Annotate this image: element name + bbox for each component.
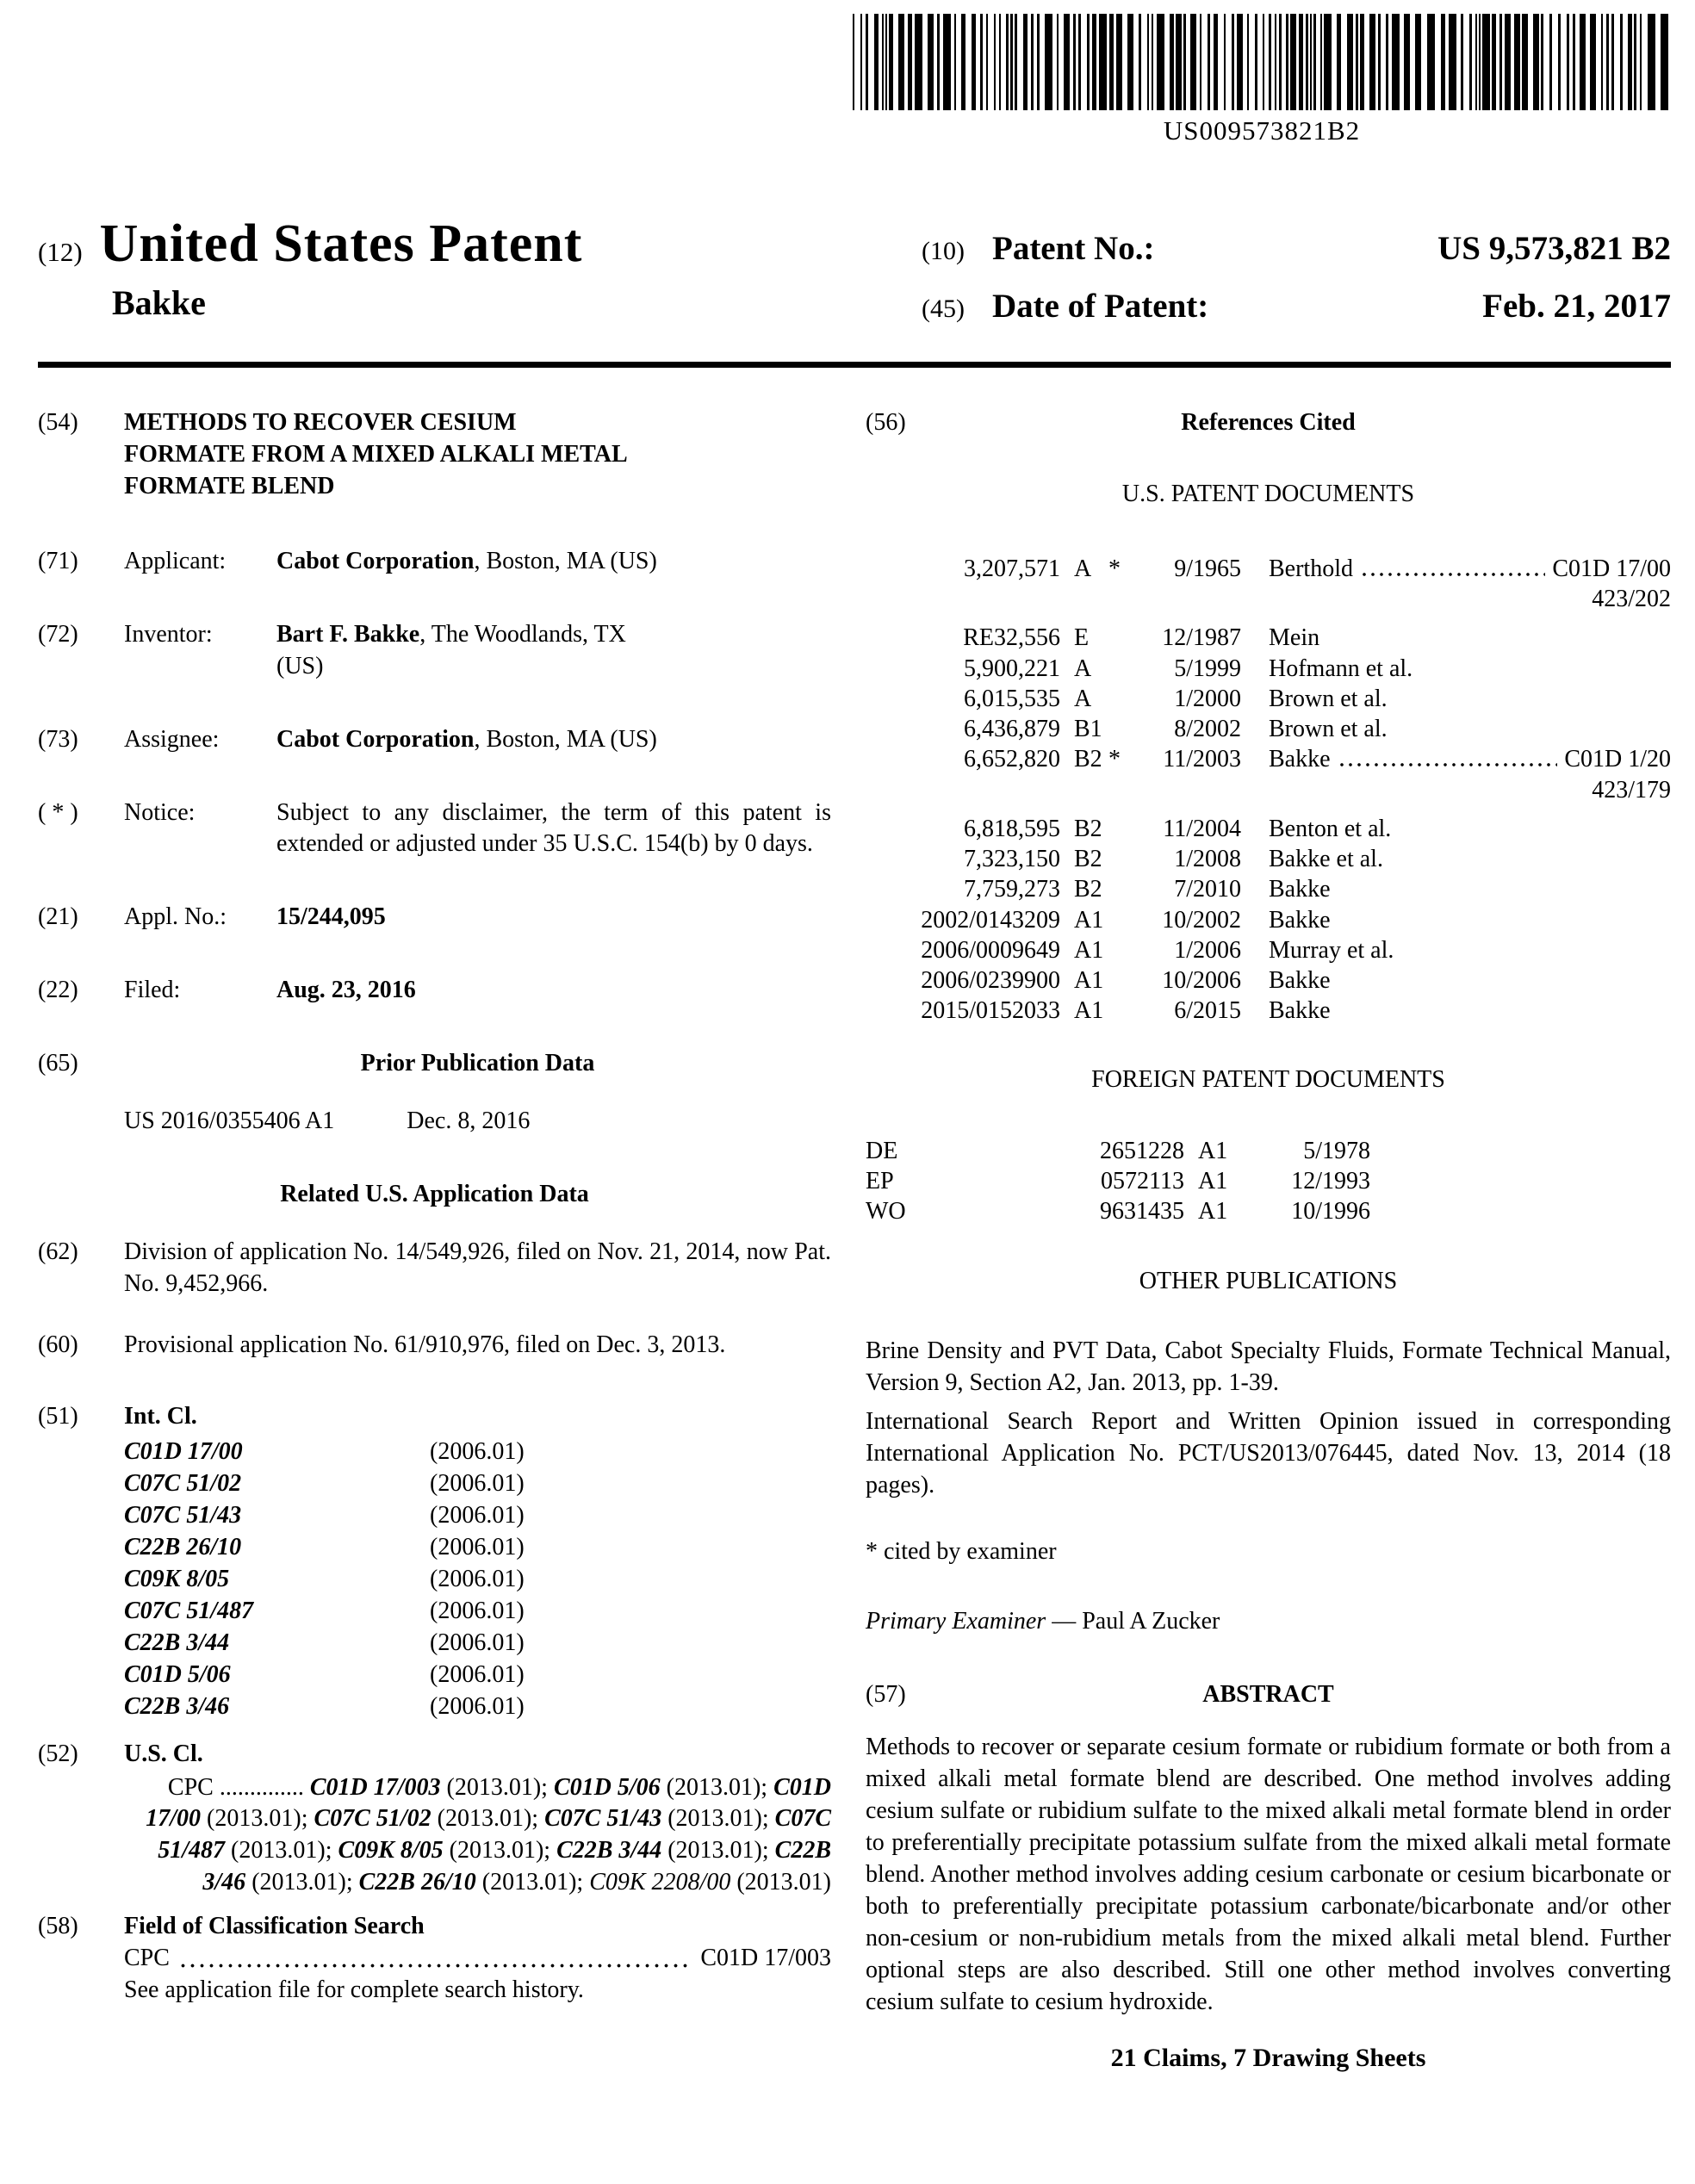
kind-code: A1 [1074,997,1104,1025]
foreign-patent-row [866,1166,1671,1196]
patentee-name: Mein [1269,624,1320,652]
classification: C01D 17/00 [1552,555,1671,582]
applicant-label: Applicant: [124,547,227,574]
us-patent-row [866,844,1671,874]
kind-code: A [1074,655,1092,682]
examiner-cited-star: * [1108,746,1121,773]
patent-number: 6,652,820 [964,746,1060,773]
assignee-location: , Boston, MA (US) [474,725,657,753]
patent-date: 10/2006 [1162,967,1241,995]
int-cl-code: C22B 26/10 [124,1533,242,1560]
int-cl-code: C07C 51/487 [124,1597,254,1624]
int-cl-row [124,1564,831,1596]
patent-number: 3,207,571 [964,555,1060,582]
kind-code: B2 [1074,815,1102,842]
applicant-section [38,546,831,578]
other-publications-heading: OTHER PUBLICATIONS [1139,1268,1398,1295]
inventor-name: Bart F. Bakke [276,620,420,648]
title-section [38,407,831,503]
country-code: WO [866,1198,906,1225]
patent-number-row [922,226,1671,270]
patentee-cell [1269,654,1671,684]
examiner-cited-star: * [1108,555,1121,582]
examiner-cited-star [1108,714,1143,744]
patent-date: 9/1965 [1174,555,1241,582]
patentee-cell [1269,623,1671,653]
cpc-classification-block [124,1772,831,1900]
int-cl-code: C22B 3/44 [124,1629,230,1656]
us-patent-documents-table [866,554,1671,1027]
cpc-version: (2013.01); [431,1805,545,1833]
int-cl-code: C22B 3/46 [124,1692,230,1720]
cpc-version: (2013.01); [225,1837,338,1864]
kind-code: B2 [1074,876,1102,903]
patentee-cell [1269,554,1671,584]
document-date: 12/1993 [1291,1167,1370,1194]
page-title: United States Patent [99,214,583,273]
patentee-name: Brown et al. [1269,685,1388,712]
cpc-version: (2013.01); [245,1869,359,1896]
examiner-cited-star [1108,965,1143,996]
patentee-name: Bakke [1269,906,1331,934]
patent-date-label: Date of Patent: [992,288,1209,326]
patent-number: 7,759,273 [964,876,1060,903]
kind-code: A [1074,685,1092,712]
us-patent-row [866,554,1671,615]
classification: C01D 1/20 [1564,746,1671,773]
int-cl-section [38,1401,831,1433]
int-cl-code: C01D 5/06 [124,1660,231,1688]
patent-number: 2006/0239900 [921,967,1060,995]
prior-publication-line [124,1106,831,1138]
int-cl-version: (2006.01) [430,1438,525,1465]
patent-number: 2015/0152033 [921,997,1060,1025]
patent-date: 5/1999 [1174,655,1241,682]
patentee-cell [1269,996,1671,1026]
right-column [866,407,1671,2075]
title-left [38,216,922,326]
document-number: 0572113 [1101,1167,1184,1194]
int-cl-version: (2006.01) [430,1469,525,1497]
cpc-code: C01D 5/06 [553,1773,661,1801]
us-patent-row [866,654,1671,684]
patentee-cell [1269,714,1671,744]
kind-code: A1 [1198,1167,1228,1194]
cpc-code: C07C 51/43 [544,1805,662,1833]
inventor-surname: Bakke [112,283,206,322]
provisional-text: Provisional application No. 61/910,976, filed on Dec. 3, 2013. [124,1331,726,1359]
field-number: (21) [38,903,78,931]
int-cl-row [124,1436,831,1468]
patentee-cell [1269,744,1671,774]
prior-publication-heading: Prior Publication Data [360,1050,595,1077]
patent-number: 2006/0009649 [921,936,1060,964]
applicant-value [276,546,831,578]
primary-examiner-label: Primary Examiner [866,1608,1046,1635]
applicant-name: Cabot Corporation [276,547,475,574]
field-number: (52) [38,1740,78,1767]
related-data-heading: Related U.S. Application Data [280,1181,589,1208]
cpc-version: (2013.01) [730,1869,831,1896]
int-cl-code: C07C 51/02 [124,1469,242,1497]
cpc-code: C07C 51/02 [314,1805,432,1833]
us-patent-documents-heading: U.S. PATENT DOCUMENTS [1121,480,1415,507]
country-code: EP [866,1167,894,1194]
patent-number: 6,436,879 [964,716,1060,743]
us-patent-row [866,905,1671,935]
examiner-cited-star [1108,996,1143,1026]
notice-label: Notice: [124,798,196,826]
field-of-search-heading: Field of Classification Search [124,1913,425,1940]
int-cl-row [124,1691,831,1723]
us-cl-section [38,1739,831,1771]
cpc-segment [556,1837,775,1864]
invention-title-line: FORMATE FROM A MIXED ALKALI METAL [124,440,628,468]
int-cl-row [124,1628,831,1660]
patentee-name: Bakke [1269,876,1331,903]
cpc-code: C07C 51/487 [158,1805,831,1864]
cpc-segment [338,1837,556,1864]
foreign-patent-documents-table [866,1136,1671,1227]
cpc-segment [359,1869,590,1895]
kind-code: B1 [1074,716,1102,743]
document-number: 2651228 [1100,1137,1184,1164]
patent-date: 8/2002 [1174,716,1241,743]
int-cl-version: (2006.01) [430,1692,525,1720]
kind-code: A [1074,555,1092,582]
int-cl-code: C09K 8/05 [124,1565,230,1592]
patent-date-value: Feb. 21, 2017 [1482,288,1671,326]
search-history-note: See application file for complete search history. [124,1976,584,2004]
primary-examiner-line [866,1606,1671,1638]
field-number: (62) [38,1238,78,1266]
examiner-cited-star [1108,684,1143,714]
int-cl-row [124,1532,831,1564]
us-patent-row [866,935,1671,965]
field-number: (51) [38,1403,78,1430]
cpc-code: C01D 17/003 [309,1773,441,1801]
patentee-name: Murray et al. [1269,936,1394,964]
us-patent-row [866,996,1671,1026]
publication-number: US 2016/0355406 A1 [124,1108,335,1135]
invention-title-line: METHODS TO RECOVER CESIUM [124,408,517,436]
cpc-prefix: CPC .............. [167,1773,310,1801]
field-number: ( * ) [38,798,78,826]
patent-number: 2002/0143209 [921,906,1060,934]
field-number: (65) [38,1050,78,1077]
int-cl-version: (2006.01) [430,1533,525,1560]
cpc-code-italic: C09K 2208/00 [589,1869,731,1896]
fcs-cpc-label: CPC [124,1945,170,1972]
assignee-section [38,724,831,756]
publication-entry: International Search Report and Written Opinion issued in corresponding International Application No. PCT/US2013/076445, dated Nov. 13, 2014 (18 pages). [866,1408,1671,1499]
patent-date: 1/2000 [1174,685,1241,712]
field-10-number: (10) [922,236,965,265]
inventor-location-2: (US) [276,652,324,679]
us-patent-row [866,714,1671,744]
barcode-block [853,14,1671,149]
division-section [38,1237,831,1300]
field-number: (60) [38,1331,78,1359]
kind-code: A1 [1074,906,1104,934]
field-number: (58) [38,1913,78,1940]
abstract-heading-row [866,1679,1671,1711]
document-body [38,368,1671,2075]
foreign-patent-documents-heading: FOREIGN PATENT DOCUMENTS [1091,1065,1445,1093]
field-number: (57) [866,1681,906,1709]
patent-date: 10/2002 [1162,906,1241,934]
patentee-cell [1269,965,1671,996]
int-cl-row [124,1468,831,1500]
field-of-search-section [38,1911,831,1943]
dotted-leader [1338,744,1558,774]
publication-date: Dec. 8, 2016 [407,1108,531,1135]
int-cl-version: (2006.01) [430,1597,525,1624]
patent-date-row [922,284,1671,328]
abstract-text: Methods to recover or separate cesium formate or rubidium formate or both from a mixed alkali metal formate blend are described. One method involves adding cesium sulfate or rubidium sulfate to the mixed alkali metal formate blend in order to preferentially precipitate potassium sulfate from the mixed alkali metal formate blend. Another method involves adding cesium carbonate or cesium bicarbonate or both to preferentially precipitate potassium carbonate/bicarbonate and/or other non-cesium or non-rubidium metals from the mixed alkali metal blend. Further optional steps are also described. Still one other method involves converting cesium sulfate to cesium hydroxide. [866,1734,1671,2015]
patentee-cell [1269,844,1671,874]
patent-number-label: Patent No.: [992,229,1155,267]
inventor-label: Inventor: [124,620,213,648]
notice-text: Subject to any disclaimer, the term of this patent is extended or adjusted under 35 U.S.C. 154(b) by 0 days. [276,798,831,858]
int-cl-row [124,1500,831,1532]
document-number: 9631435 [1100,1198,1184,1225]
cpc-code: C22B 26/10 [358,1869,476,1896]
inventor-value [276,619,831,683]
cited-by-examiner-note: * cited by examiner [866,1538,1057,1566]
field-12-number: (12) [38,236,83,267]
cpc-segment [314,1805,544,1832]
us-patent-row [866,623,1671,653]
examiner-cited-star [1108,874,1143,904]
filed-label: Filed: [124,977,181,1004]
patentee-cell [1269,874,1671,904]
kind-code: A1 [1074,936,1104,964]
applicant-location: , Boston, MA (US) [474,547,657,574]
cpc-segment [589,1869,831,1895]
patent-date: 1/2008 [1174,846,1241,873]
patent-number: 5,900,221 [964,655,1060,682]
examiner-cited-star [1108,654,1143,684]
patent-number: 7,323,150 [964,846,1060,873]
barcode-bars [853,14,1671,110]
dotted-leader [1360,554,1545,584]
cpc-version: (2013.01); [201,1805,314,1833]
filed-section [38,975,831,1007]
patentee-cell [1269,814,1671,844]
fcs-cpc-value: C01D 17/003 [700,1945,831,1972]
cpc-code: C22B 3/46 [202,1837,831,1896]
patentee-cell [1269,905,1671,935]
cpc-code: C01D 17/00 [146,1773,831,1833]
int-cl-version: (2006.01) [430,1629,525,1656]
left-column [38,407,831,2075]
field-number: (73) [38,725,78,753]
inventor-location: , The Woodlands, TX [419,620,626,648]
us-cl-heading: U.S. Cl. [124,1740,203,1767]
patentee-name: Brown et al. [1269,716,1388,743]
patentee-name: Berthold [1269,555,1353,582]
primary-examiner-name: Paul A Zucker [1082,1608,1220,1635]
cpc-version: (2013.01); [443,1837,557,1864]
invention-title [124,407,831,503]
references-cited-heading-row [866,407,1671,439]
patent-date: 11/2003 [1163,746,1241,773]
int-cl-code: C07C 51/43 [124,1501,242,1529]
inventor-section [38,619,831,683]
int-cl-code: C01D 17/00 [124,1438,243,1465]
patentee-name: Bakke [1269,746,1331,773]
patent-date: 1/2006 [1174,936,1241,964]
cpc-segment [310,1774,554,1801]
us-patent-row [866,684,1671,714]
patentee-cell [1269,935,1671,965]
references-cited-heading: References Cited [1181,408,1356,436]
examiner-separator: — [1046,1608,1083,1635]
us-patent-row [866,965,1671,996]
field-number: (71) [38,547,78,574]
patentee-name: Hofmann et al. [1269,655,1413,682]
patent-number: 6,015,535 [964,685,1060,712]
cpc-segment [554,1774,773,1801]
dotted-leader [178,1943,692,1975]
examiner-cited-star [1108,844,1143,874]
int-cl-heading: Int. Cl. [124,1403,197,1430]
field-number: (54) [38,408,78,436]
patentee-cell [1269,684,1671,714]
field-of-search-cpc-line [124,1943,831,1975]
examiner-cited-star [1108,935,1143,965]
cpc-code: C22B 3/44 [556,1837,662,1864]
int-cl-version: (2006.01) [430,1501,525,1529]
division-text: Division of application No. 14/549,926, filed on Nov. 21, 2014, now Pat. No. 9,452,966. [124,1238,831,1298]
prior-publication-section [38,1048,831,1080]
int-cl-version: (2006.01) [430,1660,525,1688]
field-number: (72) [38,620,78,648]
foreign-patent-row [866,1136,1671,1166]
application-number-section [38,902,831,934]
cpc-version: (2013.01); [661,1805,775,1833]
int-cl-row [124,1596,831,1628]
title-right [922,216,1671,343]
patentee-name: Benton et al. [1269,815,1392,842]
assignee-name: Cabot Corporation [276,725,475,753]
publication-entry: Brine Density and PVT Data, Cabot Specialty Fluids, Formate Technical Manual, Version 9, Section A2, Jan. 2013, pp. 1-39. [866,1337,1671,1397]
appl-no-label: Appl. No.: [124,903,227,931]
field-number: (22) [38,977,78,1004]
examiner-cited-star [1108,623,1143,653]
country-code: DE [866,1137,898,1164]
examiner-cited-star [1108,814,1143,844]
patentee-name: Bakke [1269,967,1331,995]
document-date: 5/1978 [1303,1137,1370,1164]
foreign-patent-row [866,1196,1671,1226]
assignee-label: Assignee: [124,725,220,753]
int-cl-version: (2006.01) [430,1565,525,1592]
cpc-code: C09K 8/05 [338,1837,444,1864]
patent-number: RE32,556 [963,624,1060,652]
other-publications-list [866,1336,1671,1502]
patentee-name: Bakke [1269,997,1331,1025]
assignee-value [276,724,831,756]
barcode-text: US009573821B2 [1163,115,1361,146]
kind-code: A1 [1198,1198,1228,1225]
kind-code: E [1074,624,1090,652]
document-date: 10/1996 [1291,1198,1370,1225]
patent-date: 11/2004 [1163,815,1241,842]
cpc-version: (2013.01); [440,1773,554,1801]
cpc-version: (2013.01); [661,1837,775,1864]
cpc-version: (2013.01); [475,1869,590,1896]
appl-no-value: 15/244,095 [276,903,386,931]
int-cl-row [124,1660,831,1691]
patent-number: 6,818,595 [964,815,1060,842]
header-divider [38,362,1671,368]
notice-section [38,797,831,861]
classification-continuation: 423/202 [1592,586,1671,613]
cpc-version: (2013.01); [660,1773,774,1801]
provisional-section [38,1330,831,1362]
field-number: (56) [866,408,906,436]
kind-code: B2 [1074,846,1102,873]
claims-note: 21 Claims, 7 Drawing Sheets [1110,2043,1426,2072]
filed-value: Aug. 23, 2016 [276,977,416,1004]
us-patent-row [866,874,1671,904]
patent-date: 12/1987 [1162,624,1241,652]
patent-date: 6/2015 [1174,997,1241,1025]
title-row [38,216,1671,343]
classification-continuation: 423/179 [1592,776,1671,803]
patentee-name: Bakke et al. [1269,846,1383,873]
kind-code: A1 [1074,967,1104,995]
examiner-cited-star [1108,905,1143,935]
invention-title-line: FORMATE BLEND [124,472,335,499]
int-cl-list [124,1436,831,1723]
us-patent-row [866,814,1671,844]
kind-code: B2 [1074,746,1102,773]
field-45-number: (45) [922,295,965,324]
barcode-header [38,0,1671,149]
patent-number-value: US 9,573,821 B2 [1437,229,1671,267]
kind-code: A1 [1198,1137,1228,1164]
us-patent-row [866,744,1671,805]
cpc-segment [544,1805,775,1832]
abstract-heading: ABSTRACT [1202,1681,1334,1709]
patent-date: 7/2010 [1174,876,1241,903]
